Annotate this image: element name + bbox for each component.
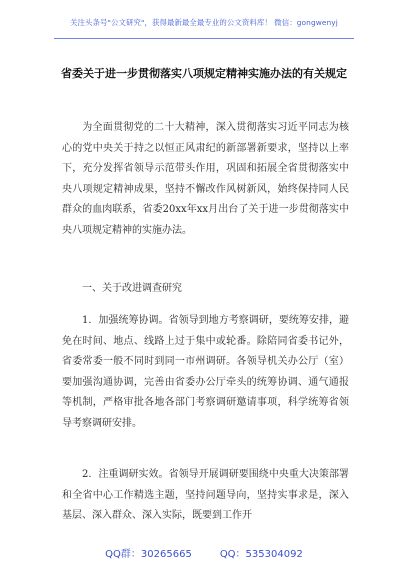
- footer: [0, 545, 408, 560]
- footer-qq-group: QQ群：30265665: [105, 549, 192, 560]
- section-heading: [62, 279, 349, 300]
- section-heading-text: 一、关于改进调查研究: [82, 283, 182, 294]
- intro-text: 为全面贯彻党的二十大精神，深入贯彻落实习近平同志为核心的党中央关于持之以恒正风肃纪的新部署新要求，坚持以上率下，充分发挥省领导示范带头作用，巩固和拓展全省贯彻落实中央八项规定精神成果，坚持不懈改作风树新风，始终保持同人民群众的血肉联系，省委20xx年xx月出台了关于进一步贯彻落实中央八项规定精神的实施办法。: [62, 122, 349, 236]
- intro-paragraph: [62, 118, 349, 241]
- header-divider: [54, 38, 354, 39]
- header-banner: 关注头条号"公文研究"，获得最新最全最专业的公文资料库！ 微信：gongwenyj: [70, 18, 338, 27]
- item-paragraph-2: [62, 465, 349, 527]
- footer-qq: QQ：535304092: [219, 549, 303, 560]
- document-title: 省委关于进一步贯彻落实八项规定精神实施办法的有关规定: [61, 67, 347, 80]
- item-2-text: 2．注重调研实效。省领导开展调研要围绕中央重大决策部署和全省中心工作精选主题，坚持问题导向，坚持实事求是，深入基层、深入群众、深入实际，既要到工作开: [62, 469, 349, 521]
- item-1-text: 1．加强统筹协调。省领导到地方考察调研，要统筹安排，避免在时间、地点、线路上过于集中或轮番。除陪同省委书记外，省委常委一般不同时到同一市州调研。各领导机关办公厅（室）要加强沟通协调，完善由省委办公厅牵头的统筹协调、通气通报等机制，严格审批各地各部门考察调研邀请事项，科学统筹省领导考察调研安排。: [62, 315, 349, 429]
- item-paragraph-1: [62, 311, 349, 434]
